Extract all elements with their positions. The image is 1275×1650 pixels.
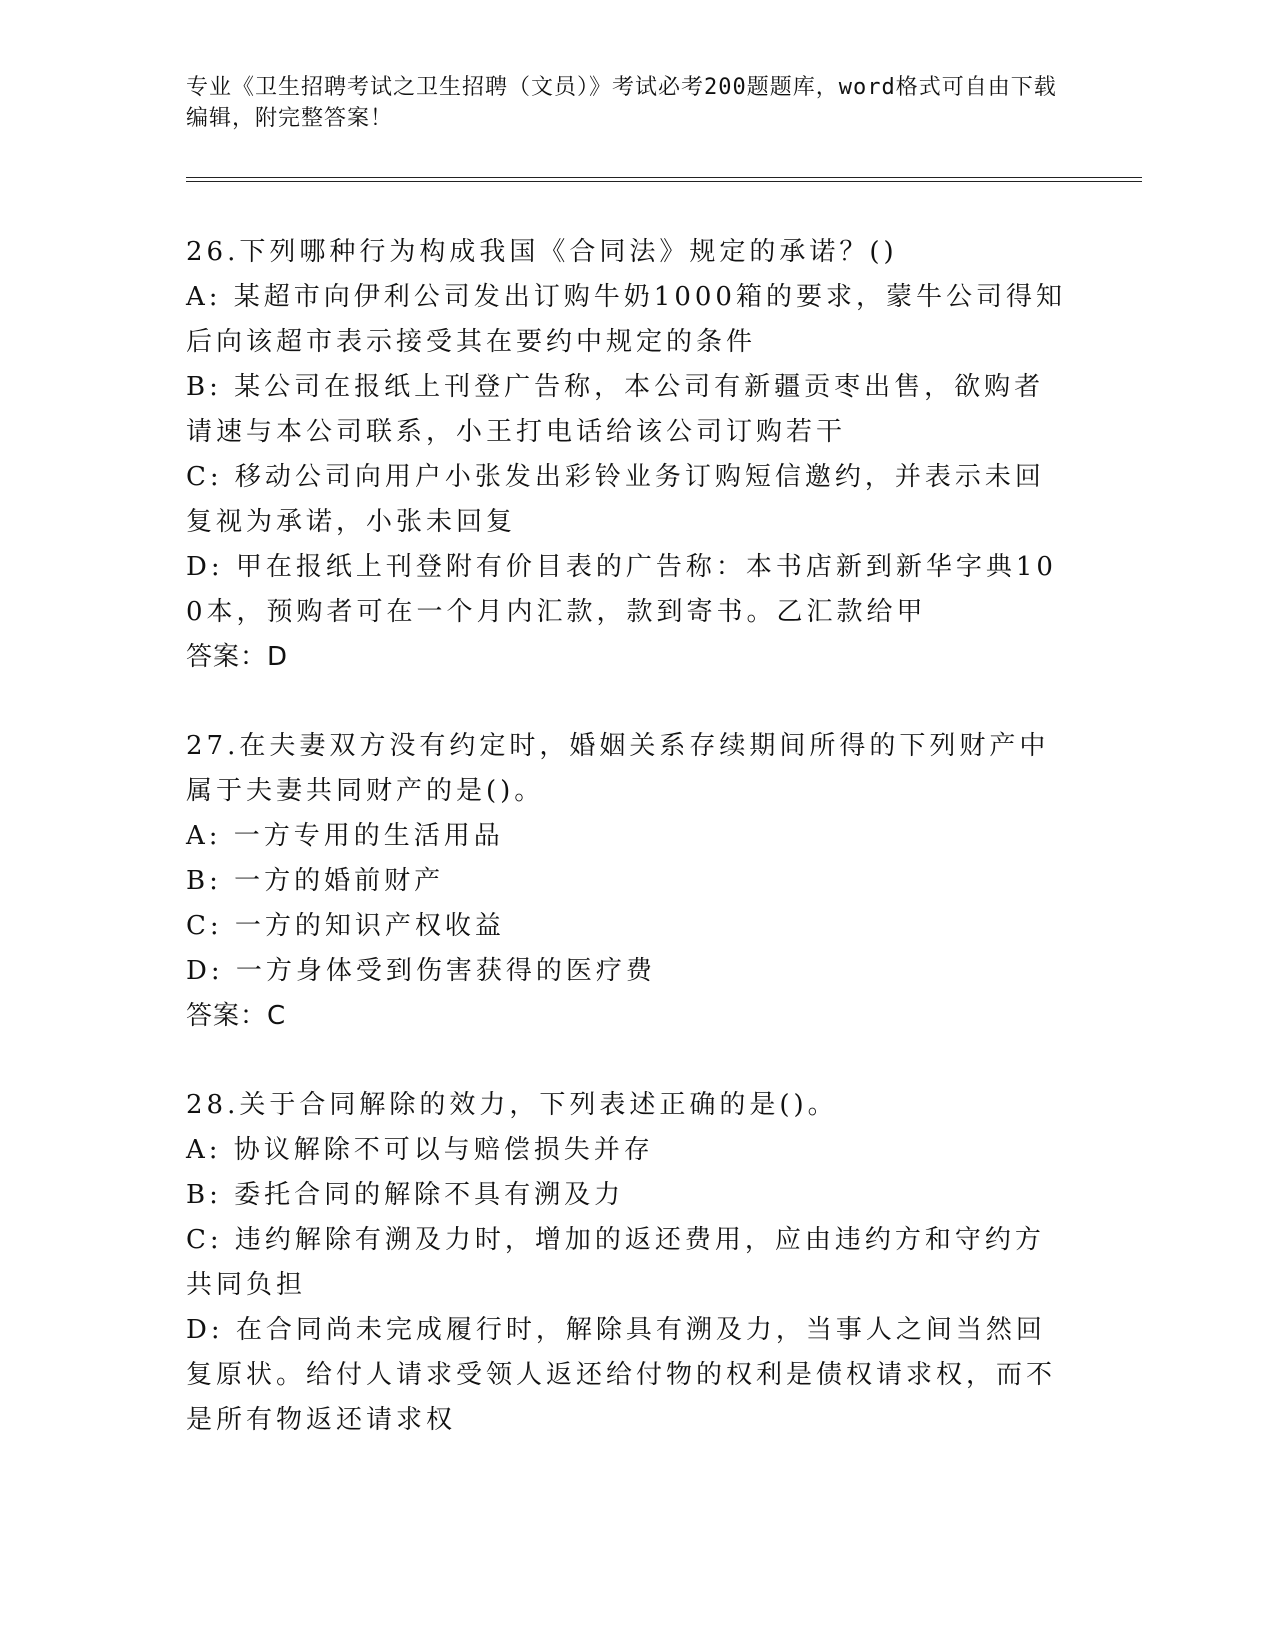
answer-label: 答案：D: [186, 642, 289, 672]
question-list: [186, 230, 1066, 1487]
question-28: [186, 1083, 1066, 1443]
header-divider-top: [186, 177, 1142, 178]
question-27: [186, 724, 1066, 1039]
option-c: C: 违约解除有溯及力时，增加的返还费用，应由违约方和守约方共同负担: [186, 1225, 1045, 1300]
option-c: C: 一方的知识产权收益: [186, 911, 505, 941]
option-a: A: 某超市向伊利公司发出订购牛奶1000箱的要求，蒙牛公司得知后向该超市表示接受其在要约中规定的条件: [186, 282, 1066, 357]
option-d: D: 一方身体受到伤害获得的医疗费: [186, 956, 656, 986]
answer-label: 答案：C: [186, 1001, 287, 1031]
option-d: D: 在合同尚未完成履行时，解除具有溯及力，当事人之间当然回复原状。给付人请求受领人返还给付物的权利是债权请求权，而不是所有物返还请求权: [186, 1315, 1057, 1435]
option-b: B: 一方的婚前财产: [186, 866, 445, 896]
document-header: 专业《卫生招聘考试之卫生招聘（文员）》考试必考200题题库，word格式可自由下载编辑，附完整答案！: [186, 75, 1057, 131]
question-stem: 28.关于合同解除的效力，下列表述正确的是()。: [186, 1090, 838, 1120]
header-divider-bottom: [186, 181, 1142, 182]
option-b: B: 某公司在报纸上刊登广告称，本公司有新疆贡枣出售，欲购者请速与本公司联系，小王打电话给该公司订购若干: [186, 372, 1045, 447]
question-stem: 27.在夫妻双方没有约定时，婚姻关系存续期间所得的下列财产中属于夫妻共同财产的是()。: [186, 731, 1050, 806]
option-a: A: 协议解除不可以与赔偿损失并存: [186, 1135, 654, 1165]
option-a: A: 一方专用的生活用品: [186, 821, 504, 851]
question-26: [186, 230, 1066, 680]
option-b: B: 委托合同的解除不具有溯及力: [186, 1180, 625, 1210]
question-stem: 26.下列哪种行为构成我国《合同法》规定的承诺？(): [186, 237, 898, 267]
option-c: C: 移动公司向用户小张发出彩铃业务订购短信邀约，并表示未回复视为承诺，小张未回复: [186, 462, 1045, 537]
option-d: D: 甲在报纸上刊登附有价目表的广告称：本书店新到新华字典100本，预购者可在一个月内汇款，款到寄书。乙汇款给甲: [186, 552, 1057, 627]
